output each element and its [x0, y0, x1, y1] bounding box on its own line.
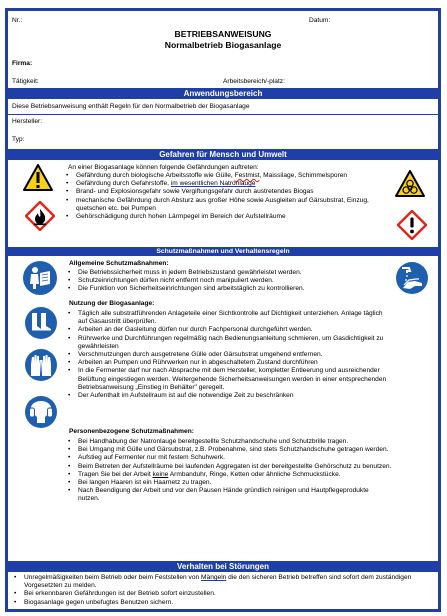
stoerungen-list	[12, 574, 434, 607]
list-item: • Brand- und Explosionsgefahr sowie Vergiftungsgefahr durch austretendes Biogas	[64, 188, 389, 196]
list-item: • Gehörschädigung durch hohen Lärmpegel im Bereich der Aufstellräume	[64, 213, 389, 221]
flammable-ghs-icon	[25, 201, 55, 231]
allgemeine-heading: Allgemeine Schutzmaßnahmen:	[69, 260, 169, 267]
list-item: • Biogasanlage gegen unbefugtes Benutzen sichern.	[12, 599, 434, 607]
hersteller-label: Hersteller:	[12, 118, 43, 125]
list-item: • mechanische Gefährdung durch Absturz aus großer Höhe sowie Ausgleiten auf Gärsubstrat, Einzug, quetschen etc. bei Pumpen	[64, 197, 389, 213]
document-title: BETRIEBSANWEISUNG	[174, 29, 272, 39]
list-item: • Nach Beendigung der Arbeit und vor den Pausen Hände gründlich reinigen und Hautpflegeprodukte nutzen.	[66, 487, 392, 503]
biohazard-icon	[394, 169, 426, 198]
datum-label: Datum:	[309, 17, 331, 24]
document-subtitle: Normalbetrieb Biogasanlage	[164, 40, 282, 50]
safety-boots-icon	[24, 306, 58, 340]
divider	[8, 114, 438, 115]
arbeitsbereich-label: Arbeitsbereich/-platz:	[223, 78, 285, 85]
list-item: • Schutzeinrichtungen dürfen nicht entfernt noch manipuliert werden.	[66, 277, 392, 285]
section-header-gefahren: Gefahren für Mensch und Umwelt	[8, 149, 438, 160]
allgemeine-list	[66, 269, 392, 294]
list-item: • Tragen Sie bei der Arbeit keine Armbanduhr, Ringe, Ketten oder ähnliche Schmuckstücke.	[66, 471, 392, 479]
list-item: • Bei Handhabung der Natronlauge bereitgestellte Schutzhandschuhe und Schutzbrille tragen.	[66, 438, 392, 446]
list-item: • Gefährdung durch Gefahrstoffe, im wesentlichen Natronlauge	[64, 180, 389, 188]
nutzung-list	[66, 310, 392, 400]
list-item: • Arbeiten an der Gasleitung dürfen nur durch Fachpersonal durchgeführt werden.	[66, 326, 392, 334]
personen-heading: Personenbezogene Schutzmaßnahmen:	[69, 428, 194, 435]
nr-label: Nr.:	[12, 17, 23, 24]
list-item: • Bei langen Haaren ist ein Haarnetz zu tragen.	[66, 479, 392, 487]
exclamation-ghs-icon	[397, 210, 427, 240]
section-header-schutzmassnahmen: Schutzmaßnahmen und Verhaltensregeln	[8, 247, 438, 256]
list-item: • Unregelmäßigkeiten beim Betrieb oder beim Feststellen von Mängeln die den sicheren Betrieb betreffen sind sofort dem zuständigen Vorgesetzten zu melden.	[12, 574, 434, 590]
firma-label: Firma:	[12, 60, 33, 67]
anwendungsbereich-intro-text: Diese Betriebsanweisung enthält Regeln für den Normalbetrieb der Biogasanlage	[12, 103, 250, 110]
safety-gloves-icon	[24, 348, 58, 382]
wash-hands-icon	[395, 261, 429, 295]
list-item: • In die Fermenter darf nur nach Absprache mit dem Hersteller, kompletter Entleerung und ausreichender Belüftung eingestiegen werden. Weitergehende Sicherheitsanweisungen werden in einer entsprechenden Betriebsanweisung „Einstieg in Behälter" geregelt.	[66, 367, 392, 392]
list-item: • Verschmutzungen durch ausgetretene Gülle oder Gärsubstrat umgehend entfernen.	[66, 351, 392, 359]
list-item: • Aufstieg auf Fermenter nur mit festem Schuhwerk.	[66, 454, 392, 462]
operating-instruction-frame	[5, 8, 441, 612]
list-item: • Arbeiten an Pumpen und Rührwerken nur in abgeschaltetem Zustand durchführen	[66, 359, 392, 367]
section-header-stoerungen: Verhalten bei Störungen	[8, 561, 438, 572]
list-item: • Täglich alle substratführenden Anlageteile einer Sichtkontrolle auf Dichtigkeit unterziehen. Anlage täglich auf Gasaustritt überprüfen.	[66, 310, 392, 326]
list-item: • Bei Umgang mit Gülle und Gärsubstrat, z.B. Probenahme, sind stets Schutzhandschuhe getragen werden.	[66, 446, 392, 454]
typ-label: Typ:	[12, 136, 25, 143]
list-item: • Beim Betreten der Aufstellräume bei laufenden Aggregaten ist der bereitgestellte Gehörschutz zu benutzen.	[66, 463, 392, 471]
gefahren-intro: An einer Biogasanlage können folgende Gefährdungen auftreten:	[68, 164, 259, 171]
list-item: • Die Funktion von Sicherheitseinrichtungen sind arbeitstäglich zu kontrollieren.	[66, 285, 392, 293]
list-item: • Rührwerke und Durchführungen regelmäßig nach Bedienungsanleitung schmieren, um Gasdichtigkeit zu gewährleisten	[66, 335, 392, 351]
gefahren-list	[64, 172, 389, 221]
list-item: • Der Aufenthalt im Aufstellraum ist auf die notwendige Zeit zu beschränken	[66, 392, 392, 400]
read-manual-icon	[22, 260, 58, 296]
nutzung-heading: Nutzung der Biogasanlage:	[69, 300, 155, 307]
list-item: • Bei erkennbaren Gefährdungen ist der Betrieb sofort einzustellen.	[12, 590, 434, 598]
section-header-anwendungsbereich: Anwendungsbereich	[8, 88, 438, 99]
list-item: • Die Betriebssicherheit muss in jedem Betriebszustand gewährleistet werden.	[66, 269, 392, 277]
personen-list	[66, 438, 392, 504]
list-item: • Gefährdung durch biologische Arbeitsstoffe wie Gülle, Festmist, Maissilage, Schimmelsporen	[64, 172, 389, 180]
taetigkeit-label: Tätigkeit:	[12, 78, 39, 85]
warning-triangle-icon	[22, 163, 54, 192]
ear-protection-icon	[24, 395, 58, 429]
